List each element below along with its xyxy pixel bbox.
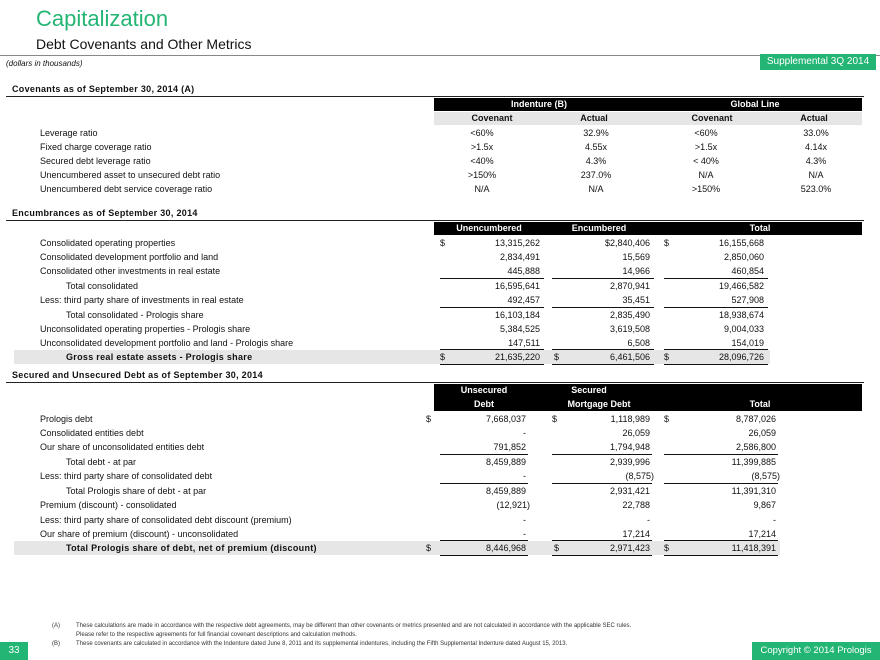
global-actual: N/A — [808, 170, 824, 180]
unencumbered-value: 445,888 — [507, 266, 540, 276]
debt-divider — [6, 382, 864, 383]
total-value: 16,155,668 — [718, 238, 764, 248]
encumbrance-row — [0, 293, 880, 307]
debt-row — [0, 426, 880, 440]
row-label: Unconsolidated development portfolio and land - Prologis share — [40, 338, 294, 348]
total-value: (8,575) — [751, 471, 780, 481]
indenture-actual: 4.3% — [585, 156, 607, 166]
total-header: Total — [749, 223, 771, 233]
covenants-divider — [6, 96, 864, 97]
unencumbered-header: Unencumbered — [456, 223, 522, 233]
unsecured-value: - — [523, 529, 526, 539]
indenture-actual: 4.55x — [584, 142, 608, 152]
row-label: Prologis debt — [40, 414, 93, 424]
total-value: 2,586,800 — [735, 442, 776, 452]
unsecured-value: - — [523, 428, 526, 438]
footnote-a-text-2: Please refer to the respective agreements for full financial covenant descriptions and calculation methods. — [76, 632, 357, 638]
indenture-covenant: <40% — [470, 156, 494, 166]
debt-row — [0, 455, 880, 469]
total-rule — [664, 364, 768, 365]
debt-section-title: Secured and Unsecured Debt as of September 30, 2014 — [12, 370, 263, 380]
dollar-sign: $ — [426, 414, 432, 424]
dollar-sign: $ — [554, 543, 560, 553]
dollar-sign: $ — [552, 414, 558, 424]
encumbered-value: 2,870,941 — [609, 281, 650, 291]
total-value: 154,019 — [731, 338, 764, 348]
total-value: 2,850,060 — [723, 252, 764, 262]
row-label: Unencumbered debt service coverage ratio — [40, 184, 213, 194]
total-value: 26,059 — [748, 428, 776, 438]
row-label: Total Prologis share of debt - at par — [66, 486, 207, 496]
grand-total: 28,096,726 — [718, 352, 764, 362]
unencumbered-value: 492,457 — [507, 295, 540, 305]
unencumbered-value: 13,315,262 — [494, 238, 540, 248]
encumbrances-column-header — [434, 222, 862, 235]
total-value: 527,908 — [731, 295, 764, 305]
encumbered-value: 35,451 — [622, 295, 650, 305]
copyright: Copyright © 2014 Prologis — [752, 642, 880, 660]
encumbered-value: $2,840,406 — [604, 238, 650, 248]
debt-row — [0, 440, 880, 454]
covenants-section-title: Covenants as of September 30, 2014 (A) — [12, 84, 195, 94]
dollar-sign: $ — [664, 352, 670, 362]
debt-row — [0, 412, 880, 426]
encumbrance-row — [0, 250, 880, 264]
row-label: Total consolidated — [66, 281, 139, 291]
total-value: 460,854 — [731, 266, 764, 276]
covenant-row — [0, 168, 880, 182]
unencumbered-total: 21,635,220 — [494, 352, 540, 362]
global-actual: 523.0% — [800, 184, 832, 194]
encumbered-value: 14,966 — [622, 266, 650, 276]
global-covenant: N/A — [698, 170, 714, 180]
unsecured-value: 7,668,037 — [485, 414, 526, 424]
unencumbered-value: 16,595,641 — [494, 281, 540, 291]
debt-row — [0, 469, 880, 483]
supplemental-badge: Supplemental 3Q 2014 — [760, 54, 876, 70]
debt-row — [0, 527, 880, 541]
row-label: Less: third party share of consolidated debt discount (premium) — [40, 515, 292, 525]
unsecured-total: 8,446,968 — [485, 543, 526, 553]
row-label: Consolidated operating properties — [40, 238, 176, 248]
debt-row — [0, 498, 880, 512]
secured-value: 17,214 — [622, 529, 650, 539]
covenant-row — [0, 140, 880, 154]
page-title: Capitalization — [36, 6, 169, 31]
row-label: Fixed charge coverage ratio — [40, 142, 152, 152]
row-label: Secured debt leverage ratio — [40, 156, 151, 166]
secured-value: 2,931,421 — [609, 486, 650, 496]
total-value: 9,867 — [753, 500, 776, 510]
global-actual: 4.14x — [804, 142, 828, 152]
total-rule — [440, 555, 528, 556]
page-subtitle: Debt Covenants and Other Metrics — [36, 36, 252, 52]
covenants-group-header — [434, 98, 862, 111]
total-rule — [664, 555, 778, 556]
indenture-covenant: <60% — [470, 128, 494, 138]
unsecured-header: Unsecured — [460, 385, 508, 395]
indenture-actual: 32.9% — [583, 128, 609, 138]
unencumbered-value: 147,511 — [508, 338, 540, 348]
secured-header-2: Mortgage Debt — [567, 399, 631, 409]
row-label: Total Prologis share of debt, net of premium (discount) — [66, 543, 317, 553]
total-value: 11,391,310 — [731, 486, 776, 496]
row-label: Premium (discount) - consolidated — [40, 500, 177, 510]
row-label: Unconsolidated operating properties - Prologis share — [40, 324, 251, 334]
debt-total-row — [14, 541, 780, 555]
secured-value: 1,118,989 — [610, 414, 650, 424]
global-covenant: >150% — [691, 184, 721, 194]
page-number: 33 — [0, 642, 28, 660]
encumbrance-row — [0, 322, 880, 336]
global-line-header: Global Line — [730, 99, 780, 109]
unsecured-header-2: Debt — [474, 399, 494, 409]
covenant-row — [0, 126, 880, 140]
encumbered-value: 2,835,490 — [609, 310, 650, 320]
units-note: (dollars in thousands) — [6, 59, 83, 68]
encumbered-value: 15,569 — [622, 252, 650, 262]
row-label: Our share of unconsolidated entities debt — [40, 442, 205, 452]
row-label: Consolidated development portfolio and land — [40, 252, 219, 262]
dollar-sign: $ — [664, 414, 670, 424]
global-covenant-header: Covenant — [691, 113, 733, 123]
total-rule — [440, 364, 544, 365]
global-covenant: >1.5x — [694, 142, 718, 152]
footnote-a-marker: (A) — [52, 623, 60, 629]
encumbrances-divider — [6, 220, 864, 221]
unsecured-value: 791,852 — [493, 442, 526, 452]
global-actual: 33.0% — [803, 128, 829, 138]
secured-header: Secured — [571, 385, 607, 395]
global-covenant: <60% — [694, 128, 718, 138]
indenture-covenant: >1.5x — [470, 142, 494, 152]
total-value: - — [773, 515, 776, 525]
secured-value: (8,575) — [625, 471, 654, 481]
debt-grand-total: 11,418,391 — [731, 543, 776, 553]
unencumbered-value: 16,103,184 — [494, 310, 540, 320]
total-rule — [552, 555, 652, 556]
encumbrance-row — [0, 308, 880, 322]
global-actual-header: Actual — [800, 113, 828, 123]
encumbrance-row — [0, 236, 880, 250]
secured-total: 2,971,423 — [609, 543, 650, 553]
total-value: 9,004,033 — [723, 324, 764, 334]
row-label: Total consolidated - Prologis share — [66, 310, 204, 320]
secured-value: - — [647, 515, 650, 525]
secured-value: 22,788 — [622, 500, 650, 510]
indenture-actual-header: Actual — [580, 113, 608, 123]
covenant-row — [0, 154, 880, 168]
row-label: Less: third party share of investments in real estate — [40, 295, 244, 305]
footnote-b-marker: (B) — [52, 641, 60, 647]
indenture-header: Indenture (B) — [511, 99, 567, 109]
row-label: Less: third party share of consolidated debt — [40, 471, 213, 481]
unsecured-value: (12,921) — [496, 500, 530, 510]
unencumbered-value: 5,384,525 — [499, 324, 540, 334]
covenant-row — [0, 182, 880, 196]
encumbrance-row — [0, 264, 880, 278]
debt-row — [0, 513, 880, 527]
covenants-column-header — [434, 112, 862, 125]
dollar-sign: $ — [426, 543, 432, 553]
encumbered-value: 6,508 — [627, 338, 650, 348]
debt-row — [0, 484, 880, 498]
unsecured-value: - — [523, 515, 526, 525]
total-value: 19,466,582 — [718, 281, 764, 291]
indenture-covenant-header: Covenant — [471, 113, 513, 123]
secured-value: 26,059 — [622, 428, 650, 438]
row-label: Total debt - at par — [66, 457, 137, 467]
row-label: Consolidated entities debt — [40, 428, 144, 438]
debt-total-header: Total — [749, 399, 771, 409]
indenture-actual: 237.0% — [580, 170, 612, 180]
total-value: 18,938,674 — [718, 310, 764, 320]
dollar-sign: $ — [440, 352, 446, 362]
unsecured-value: - — [523, 471, 526, 481]
indenture-covenant: >150% — [467, 170, 497, 180]
footnote-a-text: These calculations are made in accordance with the respective debt agreements, may be different than other covenants or metrics presented and are not calculated in accordance with the applicable SEC rules. — [76, 623, 632, 629]
unsecured-value: 8,459,889 — [485, 486, 526, 496]
dollar-sign: $ — [440, 238, 446, 248]
indenture-covenant: N/A — [474, 184, 490, 194]
encumbrance-total-row — [14, 350, 770, 364]
global-actual: 4.3% — [805, 156, 827, 166]
footnote-b-text: These covenants are calculated in accordance with the Indenture dated June 8, 2011 and its supplemental indentures, including the Fifth Supplemental Indenture dated August 15, 2013. — [76, 641, 568, 647]
encumbrance-row — [0, 279, 880, 293]
dollar-sign: $ — [664, 238, 670, 248]
global-covenant: < 40% — [693, 156, 719, 166]
row-label: Unencumbered asset to unsecured debt ratio — [40, 170, 221, 180]
indenture-actual: N/A — [588, 184, 604, 194]
row-label: Leverage ratio — [40, 128, 98, 138]
encumbered-header: Encumbered — [571, 223, 627, 233]
encumbered-value: 3,619,508 — [609, 324, 650, 334]
total-rule — [552, 364, 654, 365]
secured-value: 2,939,996 — [609, 457, 650, 467]
unsecured-value: 8,459,889 — [485, 457, 526, 467]
dollar-sign: $ — [664, 543, 670, 553]
row-label: Gross real estate assets - Prologis share — [66, 352, 253, 362]
row-label: Our share of premium (discount) - unconsolidated — [40, 529, 239, 539]
total-value: 8,787,026 — [735, 414, 776, 424]
debt-column-header — [434, 384, 862, 411]
encumbrance-row — [0, 336, 880, 350]
row-label: Consolidated other investments in real estate — [40, 266, 221, 276]
total-value: 17,214 — [748, 529, 776, 539]
unencumbered-value: 2,834,491 — [499, 252, 540, 262]
total-value: 11,399,885 — [731, 457, 776, 467]
encumbered-total: 6,461,506 — [609, 352, 650, 362]
header-divider — [0, 55, 880, 56]
dollar-sign: $ — [554, 352, 560, 362]
encumbrances-section-title: Encumbrances as of September 30, 2014 — [12, 208, 198, 218]
secured-value: 1,794,948 — [609, 442, 650, 452]
